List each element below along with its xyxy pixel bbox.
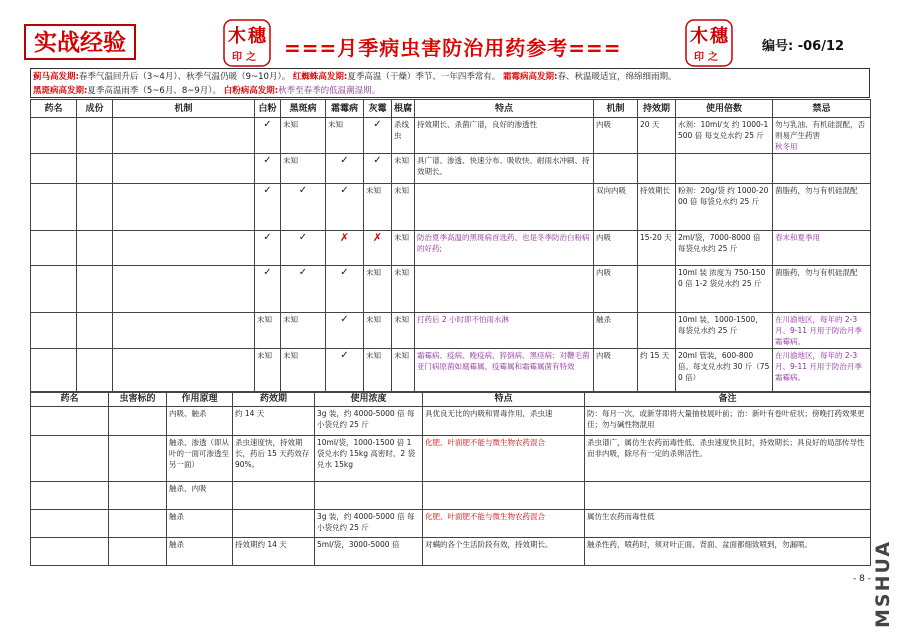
table-cell: 化肥、叶面肥不能与微生物农药混合 bbox=[423, 436, 585, 482]
table-cell: 内吸 bbox=[594, 231, 638, 266]
table-cell: 触杀、内吸 bbox=[167, 482, 233, 510]
col-root-rot: 根腐 bbox=[392, 100, 415, 118]
col-mode: 机制 bbox=[594, 100, 638, 118]
table-cell: 未知 bbox=[392, 349, 415, 393]
table-row bbox=[31, 407, 871, 436]
check-cell: ✓ bbox=[281, 231, 326, 266]
table-row bbox=[31, 436, 871, 482]
table-cell: 触杀 bbox=[167, 510, 233, 538]
table-row bbox=[31, 313, 871, 349]
thrips-label: 蓟马高发期: bbox=[33, 72, 79, 82]
table-cell: 防治夏季高温的黑斑病首选药、也是冬季防治白粉病的好药; bbox=[415, 231, 594, 266]
table-cell: 未知 bbox=[281, 313, 326, 349]
table-cell: 杀虫速度快，持效期长，药后 15 天药效存 90%。 bbox=[233, 436, 315, 482]
col-dilution: 使用倍数 bbox=[676, 100, 773, 118]
col-features: 特点 bbox=[423, 392, 585, 407]
table-cell: 勿与乳油、有机硅混配，否则易产生药害 秋冬用 bbox=[773, 118, 871, 154]
check-cell: ✓ bbox=[326, 184, 364, 231]
col-gray-mold: 灰霉 bbox=[364, 100, 392, 118]
table-cell: 未知 bbox=[364, 266, 392, 313]
table-cell: 化肥、叶面肥不能与微生物农药混合 bbox=[423, 510, 585, 538]
table-cell: 具优良无比的内吸和胃毒作用，杀虫速 bbox=[423, 407, 585, 436]
check-cell: ✓ bbox=[326, 313, 364, 349]
table-cell: 内吸 bbox=[594, 349, 638, 393]
info-line-1 bbox=[33, 70, 676, 82]
check-cell: ✓ bbox=[326, 154, 364, 184]
check-cell: ✓ bbox=[364, 118, 392, 154]
col-target-pest: 虫害标的 bbox=[109, 392, 167, 407]
table-cell: 具广谱、渗透、快速分布、吸收快、耐雨水冲刷、持效期长。 bbox=[415, 154, 594, 184]
table-row bbox=[31, 266, 871, 313]
check-cell: ✓ bbox=[281, 266, 326, 313]
table-cell: 持效期约 14 天 bbox=[233, 538, 315, 566]
table-cell: 约 15 天 bbox=[638, 349, 676, 393]
table-cell: 未知 bbox=[281, 154, 326, 184]
table-row bbox=[31, 482, 871, 510]
table-cell: 20 天 bbox=[638, 118, 676, 154]
fungicide-table bbox=[30, 99, 871, 393]
check-cell: ✓ bbox=[326, 266, 364, 313]
brand-logo: 实战经验 bbox=[24, 24, 136, 60]
col-powdery: 白粉 bbox=[255, 100, 281, 118]
check-cell: ✓ bbox=[255, 184, 281, 231]
check-cell: ✓ bbox=[326, 349, 364, 393]
fungicide-header-row bbox=[31, 100, 871, 118]
table-cell: 20ml 管装，600-800 倍。每支兑水约 30 斤（750 倍） bbox=[676, 349, 773, 393]
table-row bbox=[31, 538, 871, 566]
insecticide-table bbox=[30, 391, 871, 566]
spider-mite-label: 红蜘蛛高发期: bbox=[292, 72, 348, 82]
table-cell: 触杀性药，喷药时，须对叶正面、背面、盆面都细致喷到，勿漏喷。 bbox=[585, 538, 871, 566]
col-principle: 作用原理 bbox=[167, 392, 233, 407]
check-cell: ✓ bbox=[255, 118, 281, 154]
downy-mildew-label: 霜霉病高发期: bbox=[503, 72, 558, 82]
col-taboo: 禁忌 bbox=[773, 100, 871, 118]
table-cell: 双向内吸 bbox=[594, 184, 638, 231]
col-black-spot: 黑斑病 bbox=[281, 100, 326, 118]
table-cell: 菌脂药，勿与有机硅混配 bbox=[773, 266, 871, 313]
table-cell: 未知 bbox=[255, 313, 281, 349]
table-row bbox=[31, 154, 871, 184]
seal-stamp-left: 木 穗 印 之 bbox=[222, 18, 272, 68]
table-cell: 打药后 2 小时即不怕雨水淋 bbox=[415, 313, 594, 349]
table-cell: 10ml 装 浓度为 750-1500 倍 1-2 袋兑水约 25 斤 bbox=[676, 266, 773, 313]
table-cell: 未知 bbox=[364, 313, 392, 349]
table-row bbox=[31, 349, 871, 393]
table-cell: 防：每月一次，或新芽即将大量抽枝展叶前；治：新叶有卷叶症状；傍晚打药效果更佳；勿与碱性物混用 bbox=[585, 407, 871, 436]
table-cell: 未知 bbox=[392, 154, 415, 184]
table-cell: 持效期长、杀菌广谱，良好的渗透性 bbox=[415, 118, 594, 154]
col-drug-name: 药名 bbox=[31, 100, 77, 118]
col-duration: 持效期 bbox=[638, 100, 676, 118]
table-cell: 3g 装，约 4000-5000 倍 每小袋兑约 25 斤 bbox=[315, 407, 423, 436]
check-cell: ✓ bbox=[281, 184, 326, 231]
table-cell: 未知 bbox=[364, 184, 392, 231]
table-cell: 10ml 装，1000-1500，每袋兑水约 25 斤 bbox=[676, 313, 773, 349]
cross-mark: ✗ bbox=[364, 231, 392, 266]
col-name: 药名 bbox=[31, 392, 109, 407]
spider-mite-text: 夏季高温（干燥）季节、一年四季常有。 bbox=[347, 72, 501, 82]
table-row bbox=[31, 510, 871, 538]
seal-stamp-right: 木 穗 印 之 bbox=[684, 18, 734, 68]
table-cell: 在川渝地区，每年的 2-3 月、9-11 月用于防治月季霜霉病。 bbox=[773, 349, 871, 393]
table-cell: 15-20 天 bbox=[638, 231, 676, 266]
table-cell: 未知 bbox=[255, 349, 281, 393]
table-cell: 3g 装，约 4000-5000 倍 每小袋兑约 25 斤 bbox=[315, 510, 423, 538]
table-cell: 持效期长 bbox=[638, 184, 676, 231]
table-cell: 内吸、触杀 bbox=[167, 407, 233, 436]
table-cell: 水剂：10ml/支 约 1000-1500 倍 每支兑水约 25 斤 bbox=[676, 118, 773, 154]
table-cell: 杀线虫 bbox=[392, 118, 415, 154]
col-concentration: 使用浓度 bbox=[315, 392, 423, 407]
watermark: MSHUA bbox=[872, 539, 894, 628]
table-cell: 未知 bbox=[392, 231, 415, 266]
table-cell: 内吸 bbox=[594, 118, 638, 154]
powdery-mildew-text: 秋季至春季的低温潮湿期。 bbox=[278, 86, 381, 96]
table-cell: 未知 bbox=[364, 349, 392, 393]
table-cell: 约 14 天 bbox=[233, 407, 315, 436]
table-cell: 属仿生农药而毒性低 bbox=[585, 510, 871, 538]
black-spot-label: 黑斑病高发期: bbox=[33, 86, 88, 96]
col-efficacy: 药效期 bbox=[233, 392, 315, 407]
check-cell: ✓ bbox=[255, 266, 281, 313]
powdery-mildew-label: 白粉病高发期: bbox=[223, 86, 279, 96]
table-cell: 触杀 bbox=[167, 538, 233, 566]
table-cell: 未知 bbox=[281, 349, 326, 393]
col-features: 特点 bbox=[415, 100, 594, 118]
cross-mark: ✗ bbox=[326, 231, 364, 266]
document-title: ===月季病虫害防治用药参考=== bbox=[284, 36, 622, 60]
col-downy: 霜霉病 bbox=[326, 100, 364, 118]
table-row bbox=[31, 184, 871, 231]
table-cell: 霜霉病、疫病、晚疫病、猝倒病、黑痉病；对鞭毛菌亚门病原菌如腐霉属、疫霉属和霜霉属菌有特效 bbox=[415, 349, 594, 393]
table-cell: 粉剂：20g/袋 约 1000-2000 倍 每袋兑水约 25 斤 bbox=[676, 184, 773, 231]
table-cell: 未知 bbox=[326, 118, 364, 154]
thrips-text: 春季气温回升后（3~4月）、秋季气温仍暖（9~10月）。 bbox=[78, 72, 291, 82]
table-cell: 未知 bbox=[392, 266, 415, 313]
downy-mildew-text: 春、秋温暖适宜，绵绵细雨期。 bbox=[557, 72, 677, 82]
info-line-2 bbox=[33, 84, 380, 96]
outbreak-period-box bbox=[30, 68, 870, 98]
table-cell: 春末和夏季用 bbox=[773, 231, 871, 266]
table-cell: 触杀 bbox=[594, 313, 638, 349]
check-cell: ✓ bbox=[364, 154, 392, 184]
black-spot-text: 夏季高温雨季（5~6月、8~9月）。 bbox=[87, 86, 222, 96]
check-cell: ✓ bbox=[255, 154, 281, 184]
col-remarks: 备注 bbox=[585, 392, 871, 407]
insecticide-header-row bbox=[31, 392, 871, 407]
check-cell: ✓ bbox=[255, 231, 281, 266]
table-cell: 杀虫谱广，属仿生农药而毒性低、杀虫速度快且时，持效期长；具良好的局部传导性而非内吸，除尽有一定的杀卵活性。 bbox=[585, 436, 871, 482]
table-cell: 未知 bbox=[281, 118, 326, 154]
table-cell: 5ml/袋，3000-5000 倍 bbox=[315, 538, 423, 566]
table-cell: 触杀、渗透（即从叶的一面可渗透至另一面） bbox=[167, 436, 233, 482]
table-cell: 在川渝地区，每年的 2-3 月、9-11 月用于防治月季霜霉病。 bbox=[773, 313, 871, 349]
table-row bbox=[31, 118, 871, 154]
document-number: 编号: -06/12 bbox=[762, 39, 845, 54]
table-cell: 10ml/袋，1000-1500 倍 1 袋兑水约 15kg 高密时、2 袋兑水 15kg bbox=[315, 436, 423, 482]
col-ingredient: 成份 bbox=[77, 100, 113, 118]
page-number: - 8 - bbox=[853, 574, 871, 584]
table-cell: 内吸 bbox=[594, 266, 638, 313]
table-cell: 未知 bbox=[392, 184, 415, 231]
table-cell: 未知 bbox=[392, 313, 415, 349]
table-cell: 菌脂药，勿与有机硅混配 bbox=[773, 184, 871, 231]
col-mechanism: 机制 bbox=[113, 100, 255, 118]
table-cell: 对螨的各个生活阶段有效，持效期长。 bbox=[423, 538, 585, 566]
table-cell: 2ml/袋，7000-8000 倍 每袋兑水约 25 斤 bbox=[676, 231, 773, 266]
table-row bbox=[31, 231, 871, 266]
